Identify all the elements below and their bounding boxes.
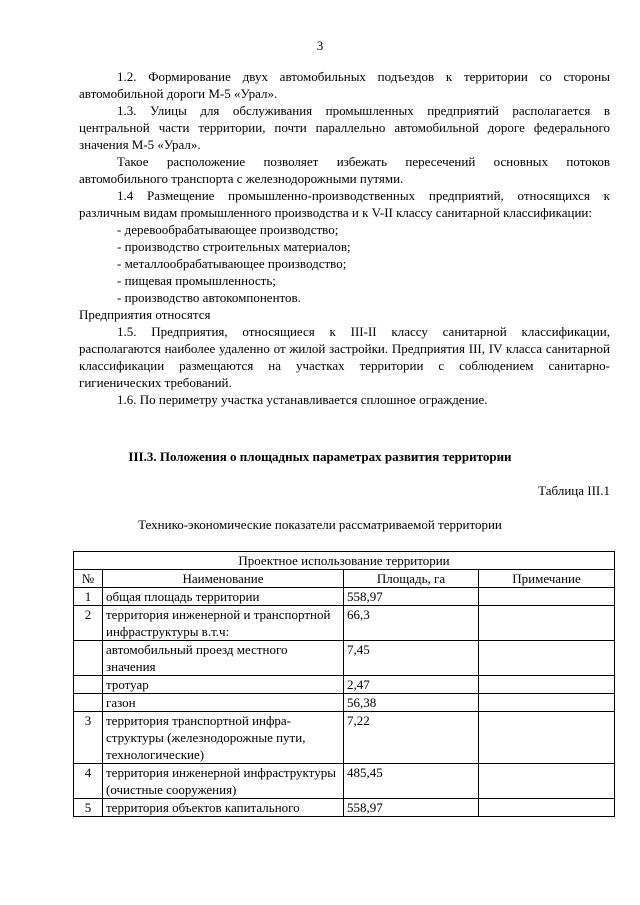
- row-number: [74, 694, 103, 712]
- row-name: тротуар: [103, 676, 344, 694]
- row-note: [479, 712, 615, 764]
- row-note: [479, 694, 615, 712]
- list-item: - производство автокомпонентов.: [117, 290, 301, 305]
- paragraph-location: Такое расположение позволяет избежать пересечений основных потоков автомобильного транспорта с железнодорожными путями.: [79, 154, 610, 186]
- row-area: 56,38: [344, 694, 479, 712]
- header-number: №: [74, 570, 103, 588]
- paragraph-1-5: 1.5. Предприятия, относящиеся к III-II классу санитарной классификации, располагаются наиболее удаленно от жилой застройки. Предприятия III, IV класса санитарной классификации размещаются на участках территории с соблюдением санитарно-гигиенических требований.: [79, 324, 610, 390]
- row-number: 3: [74, 712, 103, 764]
- row-note: [479, 676, 615, 694]
- table-row: [74, 764, 615, 799]
- list-item: - производство строительных материалов;: [117, 239, 351, 254]
- paragraph-1-6: 1.6. По периметру участка устанавливается сплошное ограждение.: [117, 392, 488, 407]
- row-note: [479, 588, 615, 606]
- row-name: общая площадь территории: [103, 588, 344, 606]
- row-number: 1: [74, 588, 103, 606]
- table-row: [74, 641, 615, 676]
- header-note: Примечание: [479, 570, 615, 588]
- table-row: [74, 588, 615, 606]
- table-group-header: Проектное использование территории: [74, 552, 615, 570]
- paragraph-1-3: 1.3. Улицы для обслуживания промышленных предприятий располагается в центральной части территории, почти параллельно автомобильной дороге федерального значения М-5 «Урал».: [79, 103, 610, 152]
- row-number: 4: [74, 764, 103, 799]
- table-row: [74, 799, 615, 817]
- row-name: газон: [103, 694, 344, 712]
- list-item: - металлообрабатывающее производство;: [117, 256, 347, 271]
- body-text: [79, 68, 610, 408]
- row-area: 7,22: [344, 712, 479, 764]
- row-number: [74, 676, 103, 694]
- row-area: 7,45: [344, 641, 479, 676]
- table-row: [74, 676, 615, 694]
- header-area: Площадь, га: [344, 570, 479, 588]
- table-row: [74, 606, 615, 641]
- row-note: [479, 799, 615, 817]
- table-row: [74, 694, 615, 712]
- paragraph-enterprises: Предприятия относятся: [79, 307, 211, 322]
- row-number: 5: [74, 799, 103, 817]
- table-header-row: [74, 570, 615, 588]
- page-number: 3: [316, 38, 324, 53]
- row-name: территория объектов капитального: [103, 799, 344, 817]
- row-area: 66,3: [344, 606, 479, 641]
- table-group-header-row: [74, 552, 615, 570]
- list-item: - деревообрабатывающее производство;: [117, 222, 339, 237]
- table-caption: Технико-экономические показатели рассматриваемой территории: [138, 517, 502, 532]
- indicators-table: [73, 551, 615, 817]
- row-number: 2: [74, 606, 103, 641]
- row-area: 2,47: [344, 676, 479, 694]
- row-name: автомобильный проезд местного значения: [103, 641, 344, 676]
- section-title: III.3. Положения о площадных параметрах развития территории: [128, 449, 512, 464]
- row-area: 558,97: [344, 799, 479, 817]
- row-name: территория инженерной инфраструктуры (очистные сооружения): [103, 764, 344, 799]
- row-note: [479, 764, 615, 799]
- row-area: 485,45: [344, 764, 479, 799]
- row-name: территория транспортной инфра-структуры (железнодорожные пути, технологические): [103, 712, 344, 764]
- header-name: Наименование: [103, 570, 344, 588]
- row-note: [479, 606, 615, 641]
- row-number: [74, 641, 103, 676]
- row-area: 558,97: [344, 588, 479, 606]
- row-note: [479, 641, 615, 676]
- list-item: - пищевая промышленность;: [117, 273, 276, 288]
- table-number: Таблица III.1: [538, 483, 610, 498]
- table-row: [74, 712, 615, 764]
- paragraph-1-4: 1.4 Размещение промышленно-производственных предприятий, относящихся к различным видам промышленного производства и к V-II классу санитарной классификации:: [79, 188, 610, 220]
- row-name: территория инженерной и транспортной инфраструктуры в.т.ч:: [103, 606, 344, 641]
- paragraph-1-2: 1.2. Формирование двух автомобильных подъездов к территории со стороны автомобильной дороги М-5 «Урал».: [79, 69, 610, 101]
